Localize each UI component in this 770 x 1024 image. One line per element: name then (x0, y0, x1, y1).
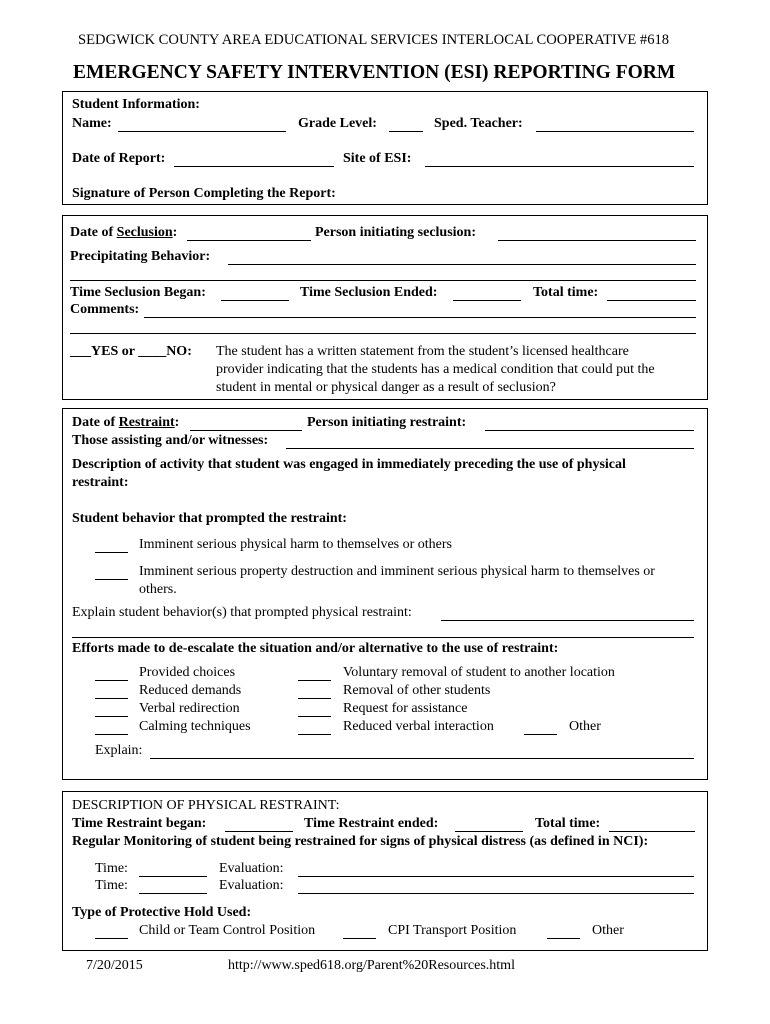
time-field-2[interactable] (139, 893, 207, 894)
hold-checkbox-1[interactable] (95, 938, 128, 939)
restraint-date-field[interactable] (190, 430, 302, 431)
effort-checkbox-right-2[interactable] (298, 698, 331, 699)
comments-label: Comments: (70, 302, 140, 317)
name-field[interactable] (118, 131, 286, 132)
hold-checkbox-3[interactable] (547, 938, 580, 939)
effort-checkbox-left-1[interactable] (95, 680, 128, 681)
effort-checkbox-right-4[interactable] (298, 734, 331, 735)
seclusion-date-field[interactable] (187, 240, 311, 241)
witnesses-field[interactable] (286, 448, 694, 449)
evaluation-label-2: Evaluation: (219, 878, 284, 893)
teacher-label: Sped. Teacher: (434, 116, 523, 131)
effort-checkbox-other[interactable] (524, 734, 557, 735)
footer-url[interactable]: http://www.sped618.org/Parent%20Resources.html (228, 958, 515, 973)
restraint-ended-field[interactable] (455, 831, 523, 832)
precipitating-field[interactable] (228, 264, 696, 265)
effort-right-1: Voluntary removal of student to another location (343, 665, 615, 680)
effort-checkbox-left-2[interactable] (95, 698, 128, 699)
effort-left-4: Calming techniques (139, 719, 251, 734)
restraint-ended-label: Time Restraint ended: (304, 816, 439, 831)
explain-field[interactable] (150, 758, 694, 759)
effort-checkbox-left-4[interactable] (95, 734, 128, 735)
seclusion-initiating-label: Person initiating seclusion: (315, 225, 477, 240)
seclusion-ended-label: Time Seclusion Ended: (300, 285, 438, 300)
seclusion-initiating-field[interactable] (498, 240, 696, 241)
behavior-heading: Student behavior that prompted the restraint: (72, 511, 347, 526)
yes-no-checkboxes[interactable]: ___YES or ____NO: (70, 344, 192, 359)
effort-checkbox-left-3[interactable] (95, 716, 128, 717)
seclusion-total-label: Total time: (533, 285, 599, 300)
monitoring-label: Regular Monitoring of student being restrained for signs of physical distress (as defined in NCI): (72, 834, 649, 849)
signature-label: Signature of Person Completing the Report: (72, 186, 336, 201)
restraint-began-label: Time Restraint began: (72, 816, 207, 831)
effort-checkbox-right-1[interactable] (298, 680, 331, 681)
behavior-option-1-checkbox[interactable] (95, 552, 128, 553)
restraint-initiating-label: Person initiating restraint: (307, 415, 467, 430)
seclusion-began-field[interactable] (221, 300, 289, 301)
behavior-option-2a: Imminent serious property destruction and imminent serious physical harm to themselves or (139, 564, 655, 579)
effort-right-2: Removal of other students (343, 683, 491, 698)
date-report-label: Date of Report: (72, 151, 166, 166)
name-label: Name: (72, 116, 112, 131)
effort-left-2: Reduced demands (139, 683, 242, 698)
time-field-1[interactable] (139, 876, 207, 877)
time-label-2: Time: (95, 878, 128, 893)
effort-other: Other (569, 719, 601, 734)
explain-behavior-label: Explain student behavior(s) that prompted physical restraint: (72, 605, 412, 620)
grade-label: Grade Level: (298, 116, 377, 131)
restraint-total-field[interactable] (609, 831, 695, 832)
comments-field-2[interactable] (70, 333, 696, 334)
footer-date: 7/20/2015 (86, 958, 143, 973)
site-label: Site of ESI: (343, 151, 412, 166)
seclusion-statement-2: provider indicating that the students has a medical condition that could put the (216, 362, 655, 377)
precipitating-label: Precipitating Behavior: (70, 249, 211, 264)
teacher-field[interactable] (536, 131, 694, 132)
student-info-heading: Student Information: (72, 97, 200, 112)
effort-right-3: Request for assistance (343, 701, 468, 716)
explain-label: Explain: (95, 743, 143, 758)
restraint-date-label: Date of Restraint: (72, 415, 180, 430)
hold-option-2: CPI Transport Position (388, 923, 517, 938)
efforts-heading: Efforts made to de-escalate the situation and/or alternative to the use of restraint: (72, 641, 559, 656)
seclusion-total-field[interactable] (607, 300, 696, 301)
grade-field[interactable] (389, 131, 423, 132)
effort-left-3: Verbal redirection (139, 701, 240, 716)
hold-option-3: Other (592, 923, 624, 938)
org-name: SEDGWICK COUNTY AREA EDUCATIONAL SERVICES INTERLOCAL COOPERATIVE #618 (78, 32, 670, 48)
date-report-field[interactable] (174, 166, 334, 167)
hold-heading: Type of Protective Hold Used: (72, 905, 252, 920)
evaluation-field-1[interactable] (298, 876, 694, 877)
seclusion-statement-3: student in mental or physical danger as a result of seclusion? (216, 380, 556, 395)
evaluation-field-2[interactable] (298, 893, 694, 894)
seclusion-began-label: Time Seclusion Began: (70, 285, 206, 300)
effort-left-1: Provided choices (139, 665, 236, 680)
physical-heading: DESCRIPTION OF PHYSICAL RESTRAINT: (72, 798, 340, 813)
comments-field[interactable] (144, 317, 696, 318)
seclusion-ended-field[interactable] (453, 300, 521, 301)
effort-checkbox-right-3[interactable] (298, 716, 331, 717)
restraint-total-label: Total time: (535, 816, 601, 831)
effort-right-4: Reduced verbal interaction (343, 719, 494, 734)
activity-label-1: Description of activity that student was engaged in immediately preceding the use of physical (72, 457, 626, 472)
time-label-1: Time: (95, 861, 128, 876)
evaluation-label-1: Evaluation: (219, 861, 284, 876)
form-title: EMERGENCY SAFETY INTERVENTION (ESI) REPORTING FORM (73, 62, 676, 83)
activity-label-2: restraint: (72, 475, 129, 490)
seclusion-date-label: Date of Seclusion: (70, 225, 178, 240)
behavior-option-1: Imminent serious physical harm to themselves or others (139, 537, 452, 552)
behavior-option-2-checkbox[interactable] (95, 579, 128, 580)
restraint-began-field[interactable] (225, 831, 293, 832)
witnesses-label: Those assisting and/or witnesses: (72, 433, 269, 448)
behavior-option-2b: others. (139, 582, 177, 597)
restraint-initiating-field[interactable] (485, 430, 694, 431)
hold-checkbox-2[interactable] (343, 938, 376, 939)
explain-behavior-field-2[interactable] (72, 637, 694, 638)
site-field[interactable] (425, 166, 694, 167)
precipitating-field-2[interactable] (70, 280, 696, 281)
hold-option-1: Child or Team Control Position (139, 923, 316, 938)
explain-behavior-field[interactable] (441, 620, 694, 621)
seclusion-statement-1: The student has a written statement from the student’s licensed healthcare (216, 344, 629, 359)
